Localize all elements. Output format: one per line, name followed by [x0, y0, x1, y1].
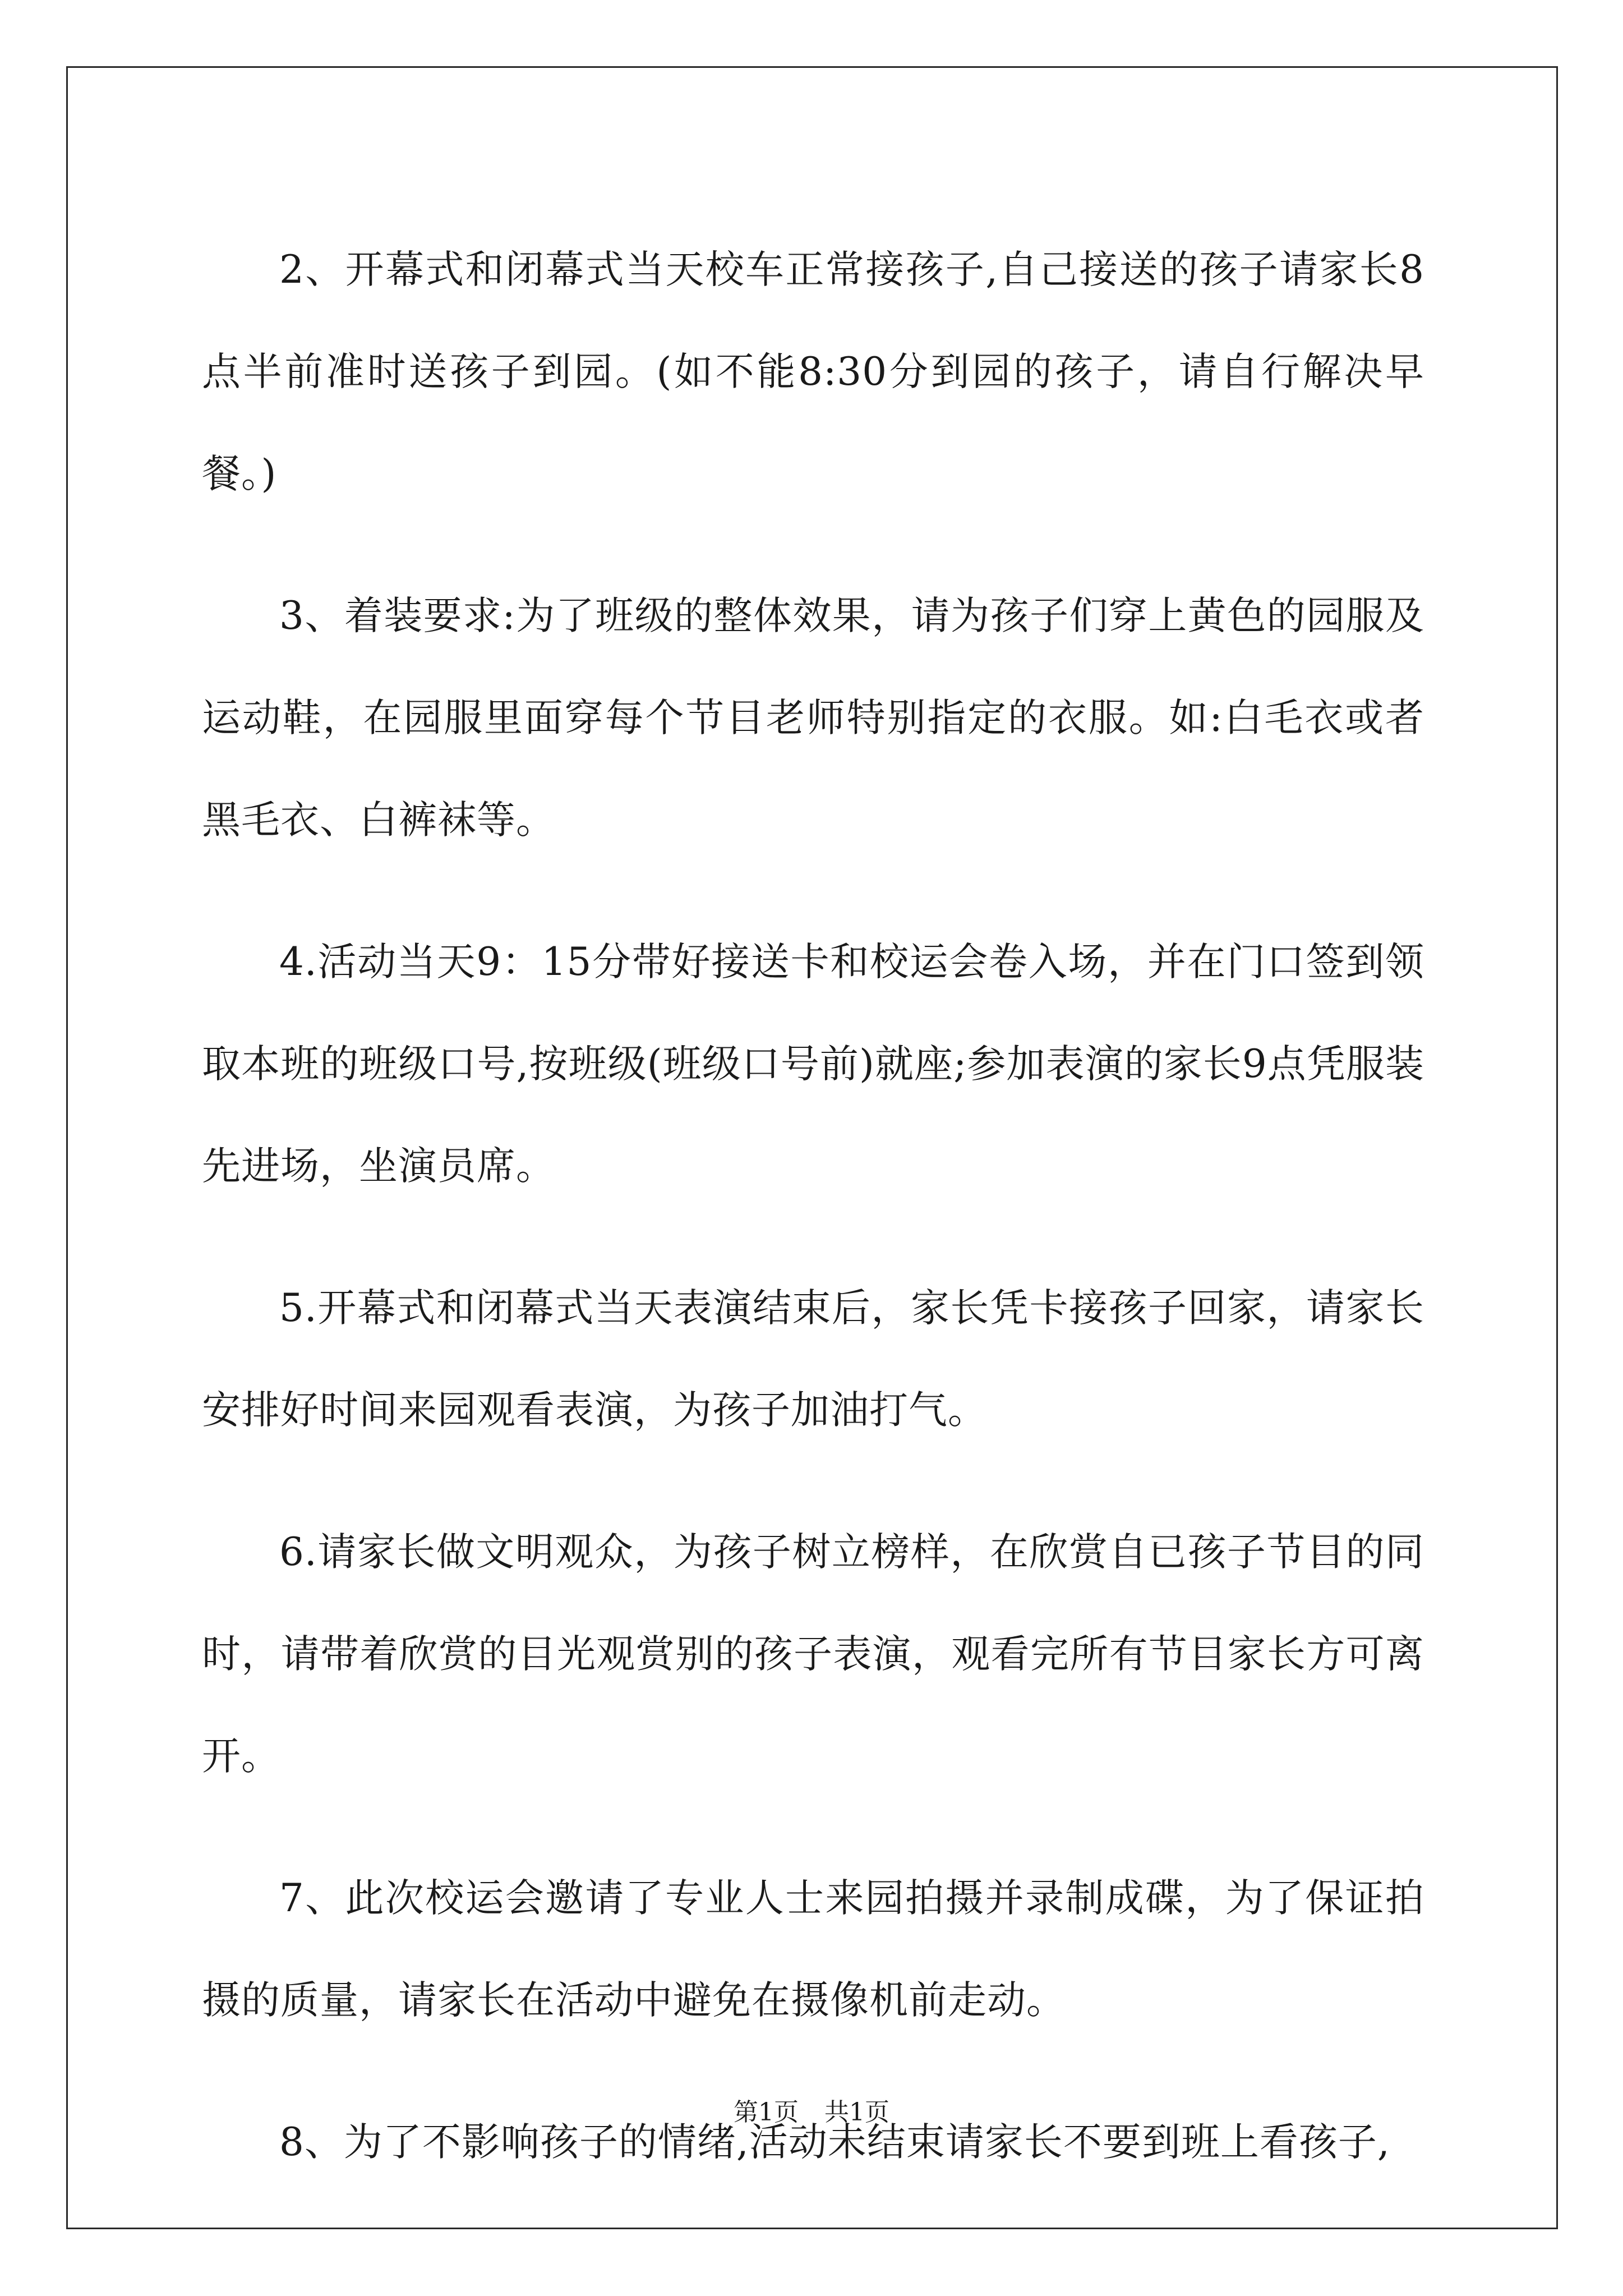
paragraph-8: 8、为了不影响孩子的情绪,活动未结束请家长不要到班上看孩子, — [279, 2120, 1390, 2165]
paragraph-5: 5.开幕式和闭幕式当天表演结束后，家长凭卡接孩子回家，请家长安排好时间来园观看表演，为孩子加油打气。 — [202, 1286, 1424, 1433]
paragraph-3: 3、着装要求:为了班级的整体效果，请为孩子们穿上黄色的园服及运动鞋，在园服里面穿每个节目老师特别指定的衣服。如:白毛衣或者黑毛衣、白裤袜等。 — [202, 593, 1424, 843]
page-number-total: 共1页 — [824, 2098, 889, 2127]
document-body — [202, 219, 1424, 2233]
page-number-current: 第1页 — [734, 2098, 799, 2127]
paragraph-6: 6.请家长做文明观众，为孩子树立榜样，在欣赏自已孩子节目的同时，请带着欣赏的目光观赏别的孩子表演，观看完所有节目家长方可离开。 — [202, 1530, 1424, 1779]
paragraph-4: 4.活动当天9：15分带好接送卡和校运会卷入场，并在门口签到领取本班的班级口号,按班级(班级口号前)就座;参加表演的家长9点凭服装先进场，坐演员席。 — [202, 940, 1424, 1189]
paragraph-7: 7、此次校运会邀请了专业人士来园拍摄并录制成碟，为了保证拍摄的质量，请家长在活动中避免在摄像机前走动。 — [202, 1876, 1424, 2023]
paragraph-2: 2、开幕式和闭幕式当天校车正常接孩子,自己接送的孩子请家长8点半前准时送孩子到园。(如不能8:30分到园的孩子，请自行解决早餐。) — [202, 247, 1424, 496]
page-footer — [0, 2096, 1623, 2129]
